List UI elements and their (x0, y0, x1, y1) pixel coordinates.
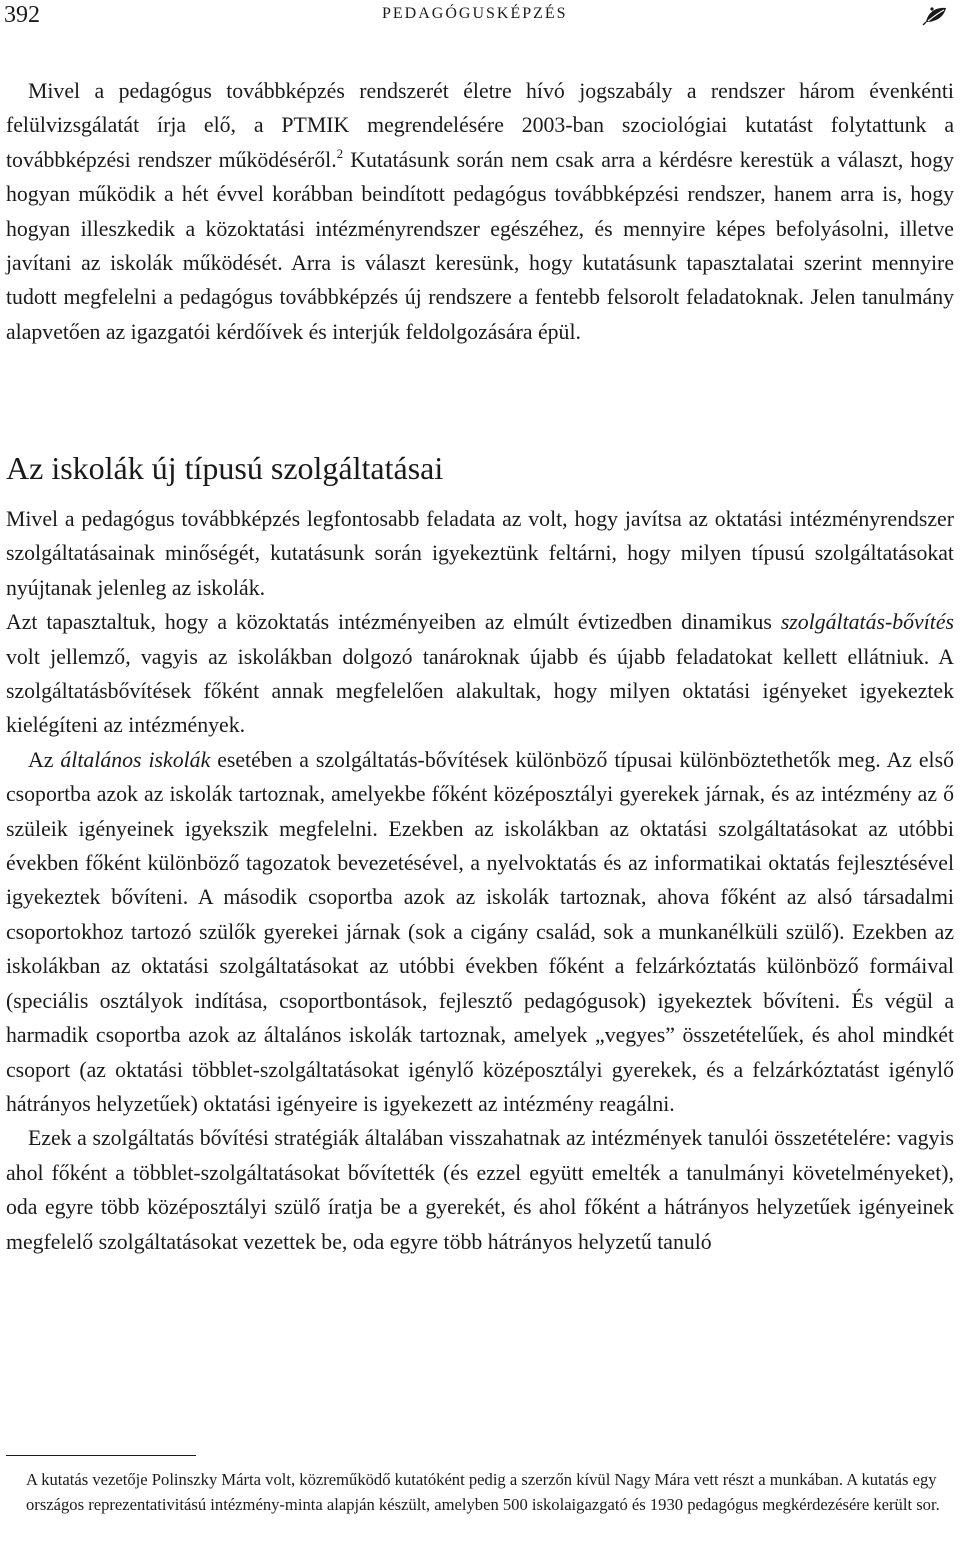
section-paragraph-1: Mivel a pedagógus továbbképzés legfontosabb feladata az volt, hogy javítsa az oktatási intézményrendszer szolgáltatásainak minőségét, kutatásunk során igyekeztünk feltárni, hogy milyen típusú szolgáltatásokat nyújtanak jelenleg az iskolák. (6, 507, 954, 600)
footnote-reference[interactable]: 2 (336, 145, 344, 161)
section-paragraph-2 (6, 605, 954, 743)
intro-paragraph (6, 74, 954, 349)
leaf-ornament-icon (922, 4, 950, 26)
emphasis-szolgaltatas-bovites: szolgáltatás-bővítés (780, 610, 954, 635)
page-number: 392 (4, 2, 40, 28)
section-paragraph-4: Ezek a szolgáltatás bővítési stratégiák általában visszahatnak az intézmények tanulói összetételére: vagyis ahol főként a többlet-szolgáltatásokat bővítették (és ezzel együtt emelték a tanulmányi követelményeket), oda egyre több középosztályi szülő íratja be a gyerekét, és ahol főként a hátrányos helyzetűek igényeinek megfelelő szolgáltatásokat vezettek be, oda egyre több hátrányos helyzetű tanuló (6, 1126, 954, 1254)
footnote-number (6, 1468, 26, 1493)
section-text (6, 502, 954, 1259)
section-paragraph-3 (6, 743, 954, 1121)
footnote-divider (6, 1455, 196, 1456)
footnote (6, 1468, 946, 1517)
intro-part-1: Mivel a pedagógus továbbképzés rendszerét életre hívó jogszabály a rendszer három évenkénti felülvizsgálatát írja elő, a PTMIK megrendelésére 2003-ban szociológiai kutatást folytattunk a továbbképzési rendszer működéséről. (6, 79, 954, 172)
intro-part-2: Kutatásunk során nem csak arra a kérdésre kerestük a választ, hogy hogyan működik a hét évvel korábban beindított pedagógus továbbképzési rendszer, hanem arra is, hogy hogyan illeszkedik a közoktatási intézményrendszer egészéhez, és mennyire képes befolyásolni, illetve javítani az iskolák működését. Arra is választ keresünk, hogy kutatásunk tapasztalatai szerint mennyire tudott megfelelni a pedagógus továbbképzés új rendszere a fentebb felsorolt feladatoknak. Jelen tanulmány alapvetően az igazgatói kérdőívek és interjúk feldolgozására épül. (6, 147, 954, 344)
running-head (0, 0, 960, 36)
journal-title: PEDAGÓGUSKÉPZÉS (382, 5, 568, 22)
section-heading: Az iskolák új típusú szolgáltatásai (6, 450, 444, 486)
footnote-paragraph (6, 1468, 946, 1517)
paragraph-2-text-a: Azt tapasztaltuk, hogy a közoktatás intézményeiben az elmúlt évtizedben dinamikus (6, 610, 781, 635)
emphasis-altalanos-iskolak: általános iskolák (60, 747, 211, 772)
intro-text (6, 74, 954, 349)
paragraph-3-text-a: Az (28, 747, 61, 772)
paragraph-2-text-b: volt jellemző, vagyis az iskolákban dolgozó tanároknak újabb és újabb feladatokat kellett ellátniuk. A szolgáltatásbővítések főként annak megfelelően alakultak, hogy milyen oktatási igényeket igyekeztek kielégíteni az intézmények. (6, 644, 954, 738)
footnote-text: A kutatás vezetője Polinszky Márta volt, közreműködő kutatóként pedig a szerzőn kívül Nagy Mára vett részt a munkában. A kutatás egy országos reprezentativitású intézmény-minta alapján készült, amelyben 500 iskolaigazgató és 1930 pedagógus megkérdezésére került sor. (26, 1470, 940, 1514)
paragraph-3-text-b: esetében a szolgáltatás-bővítések különböző típusai különböztethetők meg. Az első csoportba azok az iskolák tartoznak, amelyekbe főként középosztályi gyerekek járnak, és az intézmény az ő szüleik igényeinek igyekszik megfelelni. Ezekben az iskolákban az oktatási szolgáltatásokat az utóbbi években főként különböző tagozatok bevezetésével, a nyelvoktatás és az informatikai oktatás fejlesztésével igyekeztek bővíteni. A második csoportba azok az iskolák tartoznak, ahova főként az alsó társadalmi csoportokhoz tartozó szülők gyerekei járnak (sok a cigány család, sok a munkanélküli szülő). Ezekben az iskolákban az oktatási szolgáltatásokat az utóbbi években főként a felzárkóztatás különböző formáival (speciális osztályok indítása, csoportbontások, fejlesztő pedagógusok) igyekeztek bővíteni. És végül a harmadik csoportba azok az általános iskolák tartoznak, amelyek „vegyes” összetételűek, és ahol mindkét csoport (az oktatási többlet-szolgáltatásokat igénylő középosztályi gyerekek, és a felzárkóztatást igénylő hátrányos helyzetűek) oktatási igényeire is igyekezett az intézmény reagálni. (6, 747, 954, 1116)
